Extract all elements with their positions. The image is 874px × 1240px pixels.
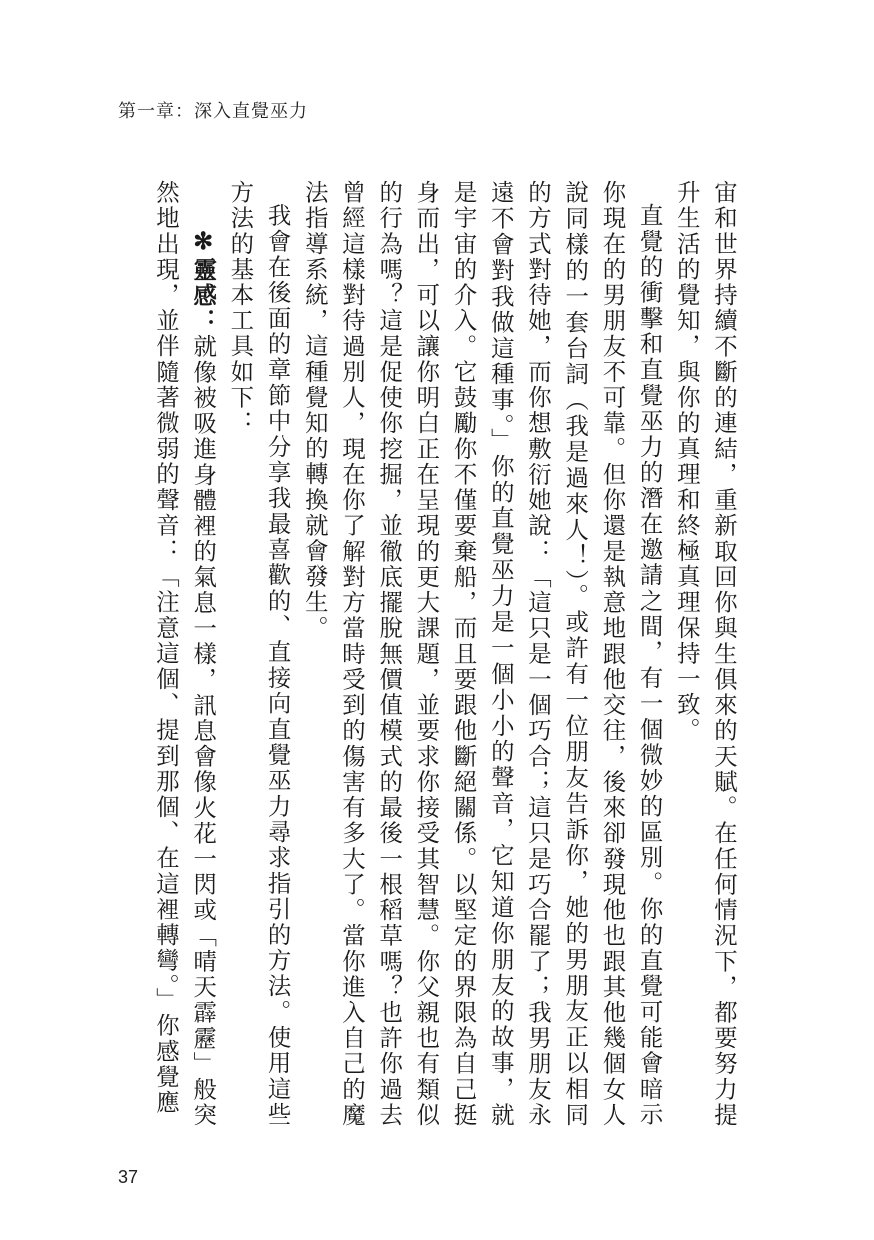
bullet-text: 就像被吸進身體裡的氣息一樣，訊息會像火花一閃或「晴天霹靂」般突然地出現，並伴隨著微弱的聲音：「注意這個、提到那個、在這裡轉彎。」你感覺應 xyxy=(151,180,218,1128)
running-header: 第一章：深入直覺巫力 xyxy=(118,101,308,122)
body-text xyxy=(147,180,742,1128)
bullet-term: 靈感： xyxy=(189,257,218,334)
paragraph-methods: 我會在後面的章節中分享我最喜歡的、直接向直覺巫力尋求指引的方法。使用這些方法的基本工具如下： xyxy=(226,180,292,1128)
paragraph-intuition: 直覺的衝擊和直覺巫力的潛在邀請之間，有一個微妙的區別。你的直覺可能會暗示你現在的男朋友不可靠。但你還是執意地跟他交往，後來卻發現他也跟其他幾個女人說同樣的一套台詞（我是過來人！）。或許有一位朋友告訴你，她的男朋友正以相同的方式對待她，而你想敷衍她說：「這只是一個巧合；這只是巧合罷了；我男朋友永遠不會對我做這種事。」你的直覺巫力是一個小小的聲音，它知道你朋友的故事，就是宇宙的介入。它鼓勵你不僅要棄船，而且要跟他斷絕關係。以堅定的界限為自己挺身而出，可以讓你明白正在呈現的更大課題，並要求你接受其智慧。你父親也有類似的行為嗎？這是促使你挖掘，並徹底擺脫無價值模式的最後一根稻草嗎？也許你過去曾經這樣對待過別人，現在你了解對方當時受到的傷害有多大了。當你進入自己的魔法指導系統，這種覺知的轉換就會發生。 xyxy=(300,180,664,1128)
paragraph-continued: 宙和世界持續不斷的連結，重新取回你與生俱來的天賦。在任何情況下，都要努力提升生活的覺知，與你的真理和終極真理保持一致。 xyxy=(672,180,738,1128)
page-number: 37 xyxy=(118,1167,139,1187)
bullet-item-inspiration xyxy=(147,180,221,1128)
asterisk-bullet-icon: ✻ xyxy=(189,226,218,257)
